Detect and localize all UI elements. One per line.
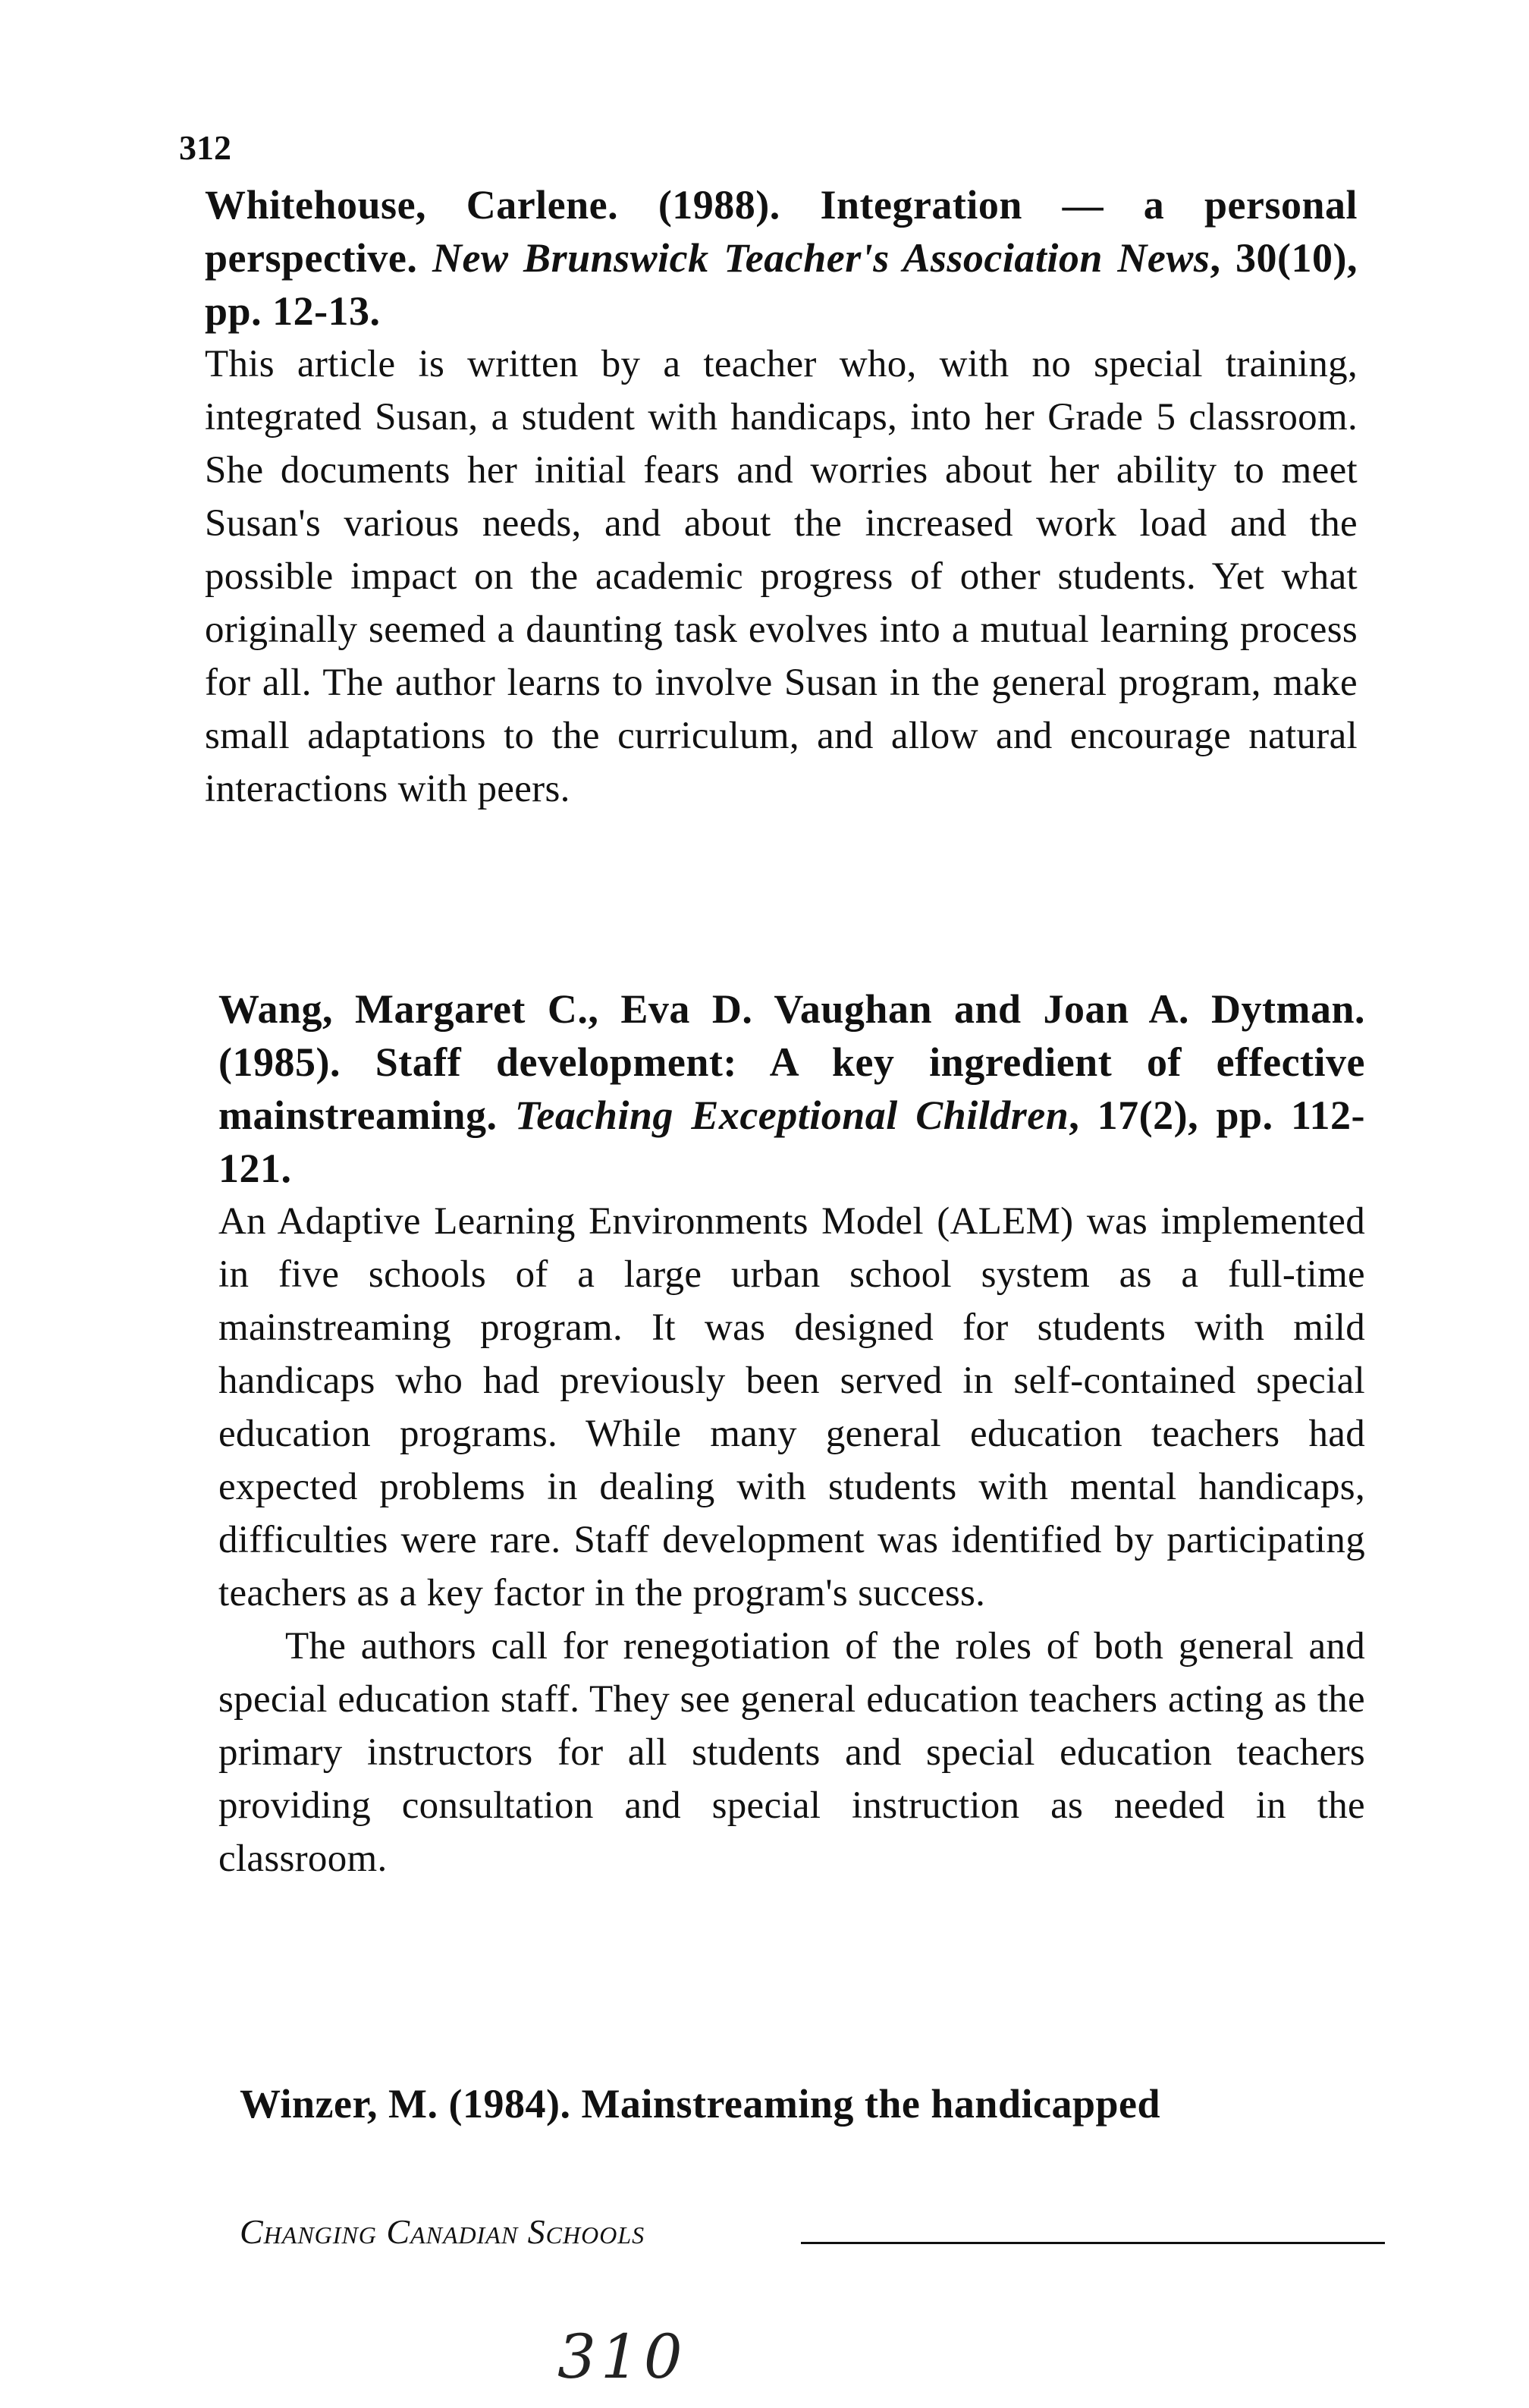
citation-journal: New Brunswick Teacher's Association News bbox=[432, 235, 1210, 281]
citation-details: , 30(10), pp. 12-13. bbox=[205, 235, 1358, 334]
page-number: 312 bbox=[179, 128, 231, 167]
citation-authors-title: Whitehouse, Carlene. (1988). Integration — a personal perspective. bbox=[205, 182, 1358, 281]
entry-abstract-paragraph: This article is written by a teacher who, with no special training, integrated Susan, a student with handicaps, into her Grade 5 classroom. She documents her initial fears and worries about her ability to meet Susan's various needs, and about the increased work load and the possible impact on the academic progress of other students. Yet what originally seemed a daunting task evolves into a mutual learning process for all. The author learns to involve Susan in the general program, make small adaptations to the curriculum, and allow and encourage natural interactions with peers. bbox=[205, 343, 1358, 810]
bibliography-entry bbox=[218, 982, 1365, 1885]
entry-citation bbox=[205, 178, 1358, 338]
citation-authors-title: Winzer, M. (1984). Mainstreaming the handicapped bbox=[240, 2081, 1161, 2127]
handwritten-page-stamp: 310 bbox=[557, 2322, 687, 2392]
citation-authors-title: Wang, Margaret C., Eva D. Vaughan and Joan A. Dytman. (1985). Staff development: A key ingredient of effective mainstreaming. bbox=[218, 986, 1365, 1138]
running-footer bbox=[240, 2212, 1392, 2265]
entry-abstract-paragraph: The authors call for renegotiation of the roles of both general and special education staff. They see general education teachers acting as the primary instructors for all students and special education teachers providing consultation and special instruction as needed in the classroom. bbox=[218, 1625, 1365, 1880]
citation-details: , 17(2), pp. 112-121. bbox=[218, 1092, 1365, 1191]
entry-abstract-paragraph: An Adaptive Learning Environments Model (ALEM) was implemented in five schools of a large urban school system as a full-time mainstreaming program. It was designed for students with mild handicaps who had previously been served in self-contained special education programs. While many general education teachers had expected problems in dealing with students with mental handicaps, difficulties were rare. Staff development was identified by participating teachers as a key factor in the program's success. bbox=[218, 1200, 1365, 1614]
footer-book-title: Changing Canadian Schools bbox=[240, 2212, 645, 2251]
citation-journal: Teaching Exceptional Children bbox=[514, 1092, 1069, 1138]
bibliography-entry bbox=[205, 178, 1358, 816]
entry-citation bbox=[218, 982, 1365, 1195]
footer-rule bbox=[801, 2242, 1385, 2244]
entry-citation bbox=[240, 2077, 1377, 2130]
bibliography-entry bbox=[240, 2077, 1377, 2130]
